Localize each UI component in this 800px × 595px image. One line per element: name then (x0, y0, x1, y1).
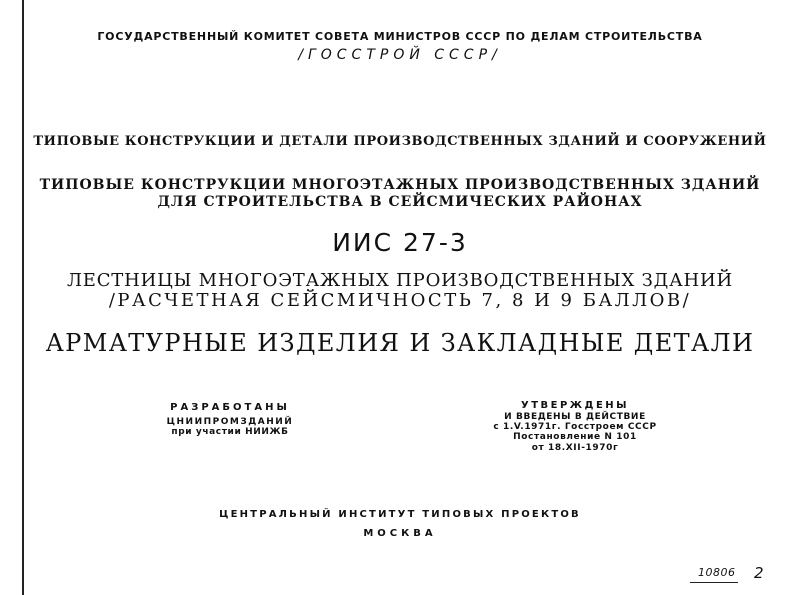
developed-org: ЦНИИПРОМЗДАНИЙ (166, 416, 294, 427)
approved-block (480, 400, 670, 453)
document-title-line-2: ДЛЯ СТРОИТЕЛЬСТВА В СЕЙСМИЧЕСКИХ РАЙОНАХ (157, 194, 643, 210)
series-code: ИИС 27-3 (332, 228, 468, 257)
approved-line-4: от 18.XII-1970г (531, 442, 619, 453)
institute-name: ЦЕНТРАЛЬНЫЙ ИНСТИТУТ ТИПОВЫХ ПРОЕКТОВ (219, 509, 581, 520)
city-name: МОСКВА (363, 528, 437, 539)
document-title-line-1: ТИПОВЫЕ КОНСТРУКЦИИ МНОГОЭТАЖНЫХ ПРОИЗВОДСТВЕННЫХ ЗДАНИЙ (39, 177, 761, 193)
page-number: 2 (754, 564, 764, 582)
developed-with: при участии НИИЖБ (171, 426, 289, 437)
approved-line-3: Постановление N 101 (513, 432, 637, 443)
series-title: ТИПОВЫЕ КОНСТРУКЦИИ И ДЕТАЛИ ПРОИЗВОДСТВЕННЫХ ЗДАНИЙ И СООРУЖЕНИЙ (33, 134, 767, 149)
approved-line-1: И ВВЕДЕНЫ В ДЕЙСТВИЕ (504, 411, 646, 422)
gosstroy-heading: /ГОССТРОЙ СССР/ (298, 47, 502, 63)
subtitle-line-1: ЛЕСТНИЦЫ МНОГОЭТАЖНЫХ ПРОИЗВОДСТВЕННЫХ ЗДАНИЙ (66, 270, 734, 291)
approved-line-2: с 1.V.1971г. Госстроем СССР (493, 421, 657, 432)
stamp-code: 10806 (698, 566, 736, 579)
developed-block (165, 402, 295, 437)
committee-heading: ГОСУДАРСТВЕННЫЙ КОМИТЕТ СОВЕТА МИНИСТРОВ СССР ПО ДЕЛАМ СТРОИТЕЛЬСТВА (97, 30, 703, 43)
approved-heading: УТВЕРЖДЕНЫ (520, 400, 630, 411)
subtitle-line-2: /РАСЧЕТНАЯ СЕЙСМИЧНОСТЬ 7, 8 И 9 БАЛЛОВ/ (108, 290, 692, 311)
developed-heading: РАЗРАБОТАНЫ (170, 402, 290, 413)
main-title: АРМАТУРНЫЕ ИЗДЕЛИЯ И ЗАКЛАДНЫЕ ДЕТАЛИ (45, 329, 755, 357)
footer-rule (690, 582, 738, 583)
